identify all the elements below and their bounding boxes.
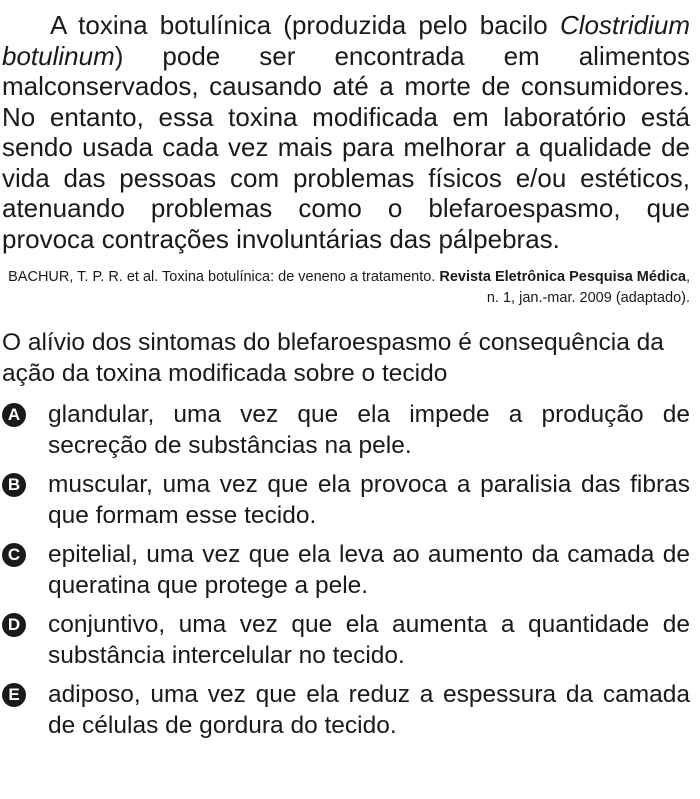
- option-b[interactable]: [2, 469, 690, 531]
- citation-details: , n. 1, jan.-mar. 2009 (adaptado).: [486, 269, 690, 306]
- passage-text: [2, 10, 690, 254]
- option-text-e: adiposo, uma vez que ela reduz a espessura da camada de células de gordura do tecido.: [48, 681, 690, 739]
- option-e[interactable]: [2, 679, 690, 741]
- option-letter-d: D: [2, 613, 26, 637]
- passage-part-2: ) pode ser encontrada em alimentos malconservados, causando até a morte de consumidores. No entanto, essa toxina modificada em laboratório está sendo usada cada vez mais para melhorar a qualidade de vida das pessoas com problemas físicos e/ou estéticos, atenuando problemas como o blefaroespasmo, que provoca contrações involuntárias das pálpebras.: [2, 40, 690, 254]
- option-c[interactable]: [2, 539, 690, 601]
- option-text-d: conjuntivo, uma vez que ela aumenta a quantidade de substância intercelular no tecido.: [48, 611, 690, 669]
- option-letter-c: C: [2, 543, 26, 567]
- answer-options: [2, 399, 690, 741]
- option-text-c: epitelial, uma vez que ela leva ao aumento da camada de queratina que protege a pele.: [48, 541, 690, 599]
- source-citation: [2, 267, 690, 309]
- option-a[interactable]: [2, 399, 690, 461]
- option-text-b: muscular, uma vez que ela provoca a paralisia das fibras que formam esse tecido.: [48, 471, 690, 529]
- citation-journal: Revista Eletrônica Pesquisa Médica: [439, 269, 686, 285]
- option-letter-a: A: [2, 403, 26, 427]
- passage-part-1: A toxina botulínica (produzida pelo bacilo: [50, 10, 560, 40]
- option-letter-b: B: [2, 473, 26, 497]
- citation-authors-title: BACHUR, T. P. R. et al. Toxina botulínica: de veneno a tratamento.: [8, 269, 440, 285]
- species-name: Clostridium botulinum: [2, 10, 690, 71]
- option-d[interactable]: [2, 609, 690, 671]
- option-text-a: glandular, uma vez que ela impede a produção de secreção de substâncias na pele.: [48, 401, 690, 459]
- option-letter-e: E: [2, 683, 26, 707]
- question-stem: O alívio dos sintomas do blefaroespasmo é consequência da ação da toxina modificada sobre o tecido: [2, 329, 664, 387]
